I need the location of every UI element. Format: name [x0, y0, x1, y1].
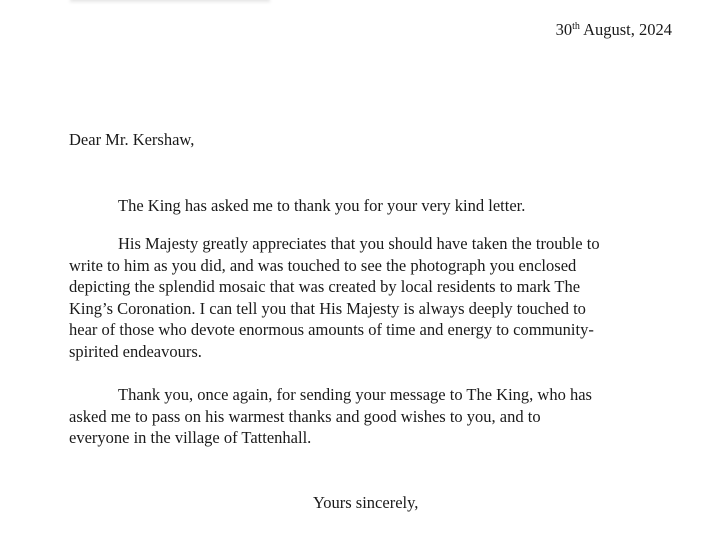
- paragraph-line: King’s Coronation. I can tell you that His Majesty is always deeply touched to: [69, 298, 586, 318]
- letter-date: [556, 20, 672, 40]
- date-suffix: th: [572, 21, 580, 32]
- paragraph-line: hear of those who devote enormous amounts of time and energy to community-: [69, 320, 594, 340]
- salutation: Dear Mr. Kershaw,: [69, 130, 195, 149]
- date-day: 30: [555, 20, 573, 39]
- paragraph-line: write to him as you did, and was touched to see the photograph you enclosed: [69, 255, 577, 275]
- paragraph-line: Thank you, once again, for sending your message to The King, who has: [118, 385, 592, 404]
- paragraph-line: His Majesty greatly appreciates that you should have taken the trouble to: [118, 234, 600, 253]
- faint-header-text: [70, 0, 270, 2]
- paragraph-line: The King has asked me to thank you for your very kind letter.: [118, 196, 526, 215]
- paragraph-line: asked me to pass on his warmest thanks and good wishes to you, and to: [69, 406, 541, 426]
- paragraph-1: [69, 195, 669, 217]
- closing: Yours sincerely,: [313, 493, 419, 512]
- paragraph-line: spirited endeavours.: [69, 341, 202, 361]
- date-rest: August, 2024: [579, 20, 672, 39]
- paragraph-3: [69, 384, 669, 449]
- paragraph-2: [69, 233, 669, 363]
- paragraph-line: everyone in the village of Tattenhall.: [69, 428, 312, 448]
- paragraph-line: depicting the splendid mosaic that was created by local residents to mark The: [69, 277, 581, 297]
